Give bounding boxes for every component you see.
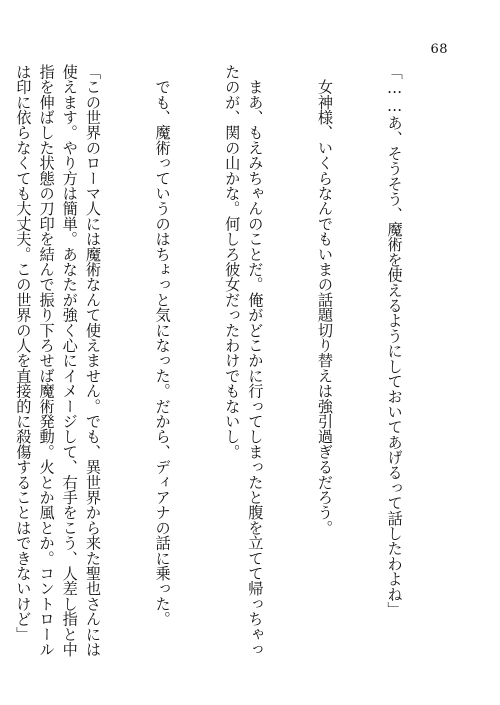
paragraph: でも、魔術っていうのはちょっと気になった。だから、ディアナの話に乗った。 xyxy=(153,64,172,627)
paragraph: 「……あ、そうそう、魔術を使えるようにしておいてあげるって話したわよね」 xyxy=(385,64,404,617)
vertical-text-body xyxy=(14,64,452,664)
paragraph: 「この世界のローマ人には魔術なんて使えません。でも、異世界から来た聖也さんには使えます。やり方は簡単。あなたが強く心にイメージして、右手をこう、人差し指と中指を伸ばした状態の刀印を結んで振り下ろせば魔術発動。火とか風とか。コントロールは印に依らなくても大丈夫。この世界の人を直接的に殺傷することはできないけど」 xyxy=(14,64,102,657)
page-number: 68 xyxy=(430,42,448,57)
paragraph: 女神様、いくらなんでもいまの話題切り替えは強引過ぎるだろう。 xyxy=(315,64,334,536)
paragraph: まあ、もえみちゃんのことだ。俺がどこかに行ってしまったと腹を立てて帰っちゃったのが、関の山かな。何しろ彼女だったわけでもないし。 xyxy=(223,64,265,657)
